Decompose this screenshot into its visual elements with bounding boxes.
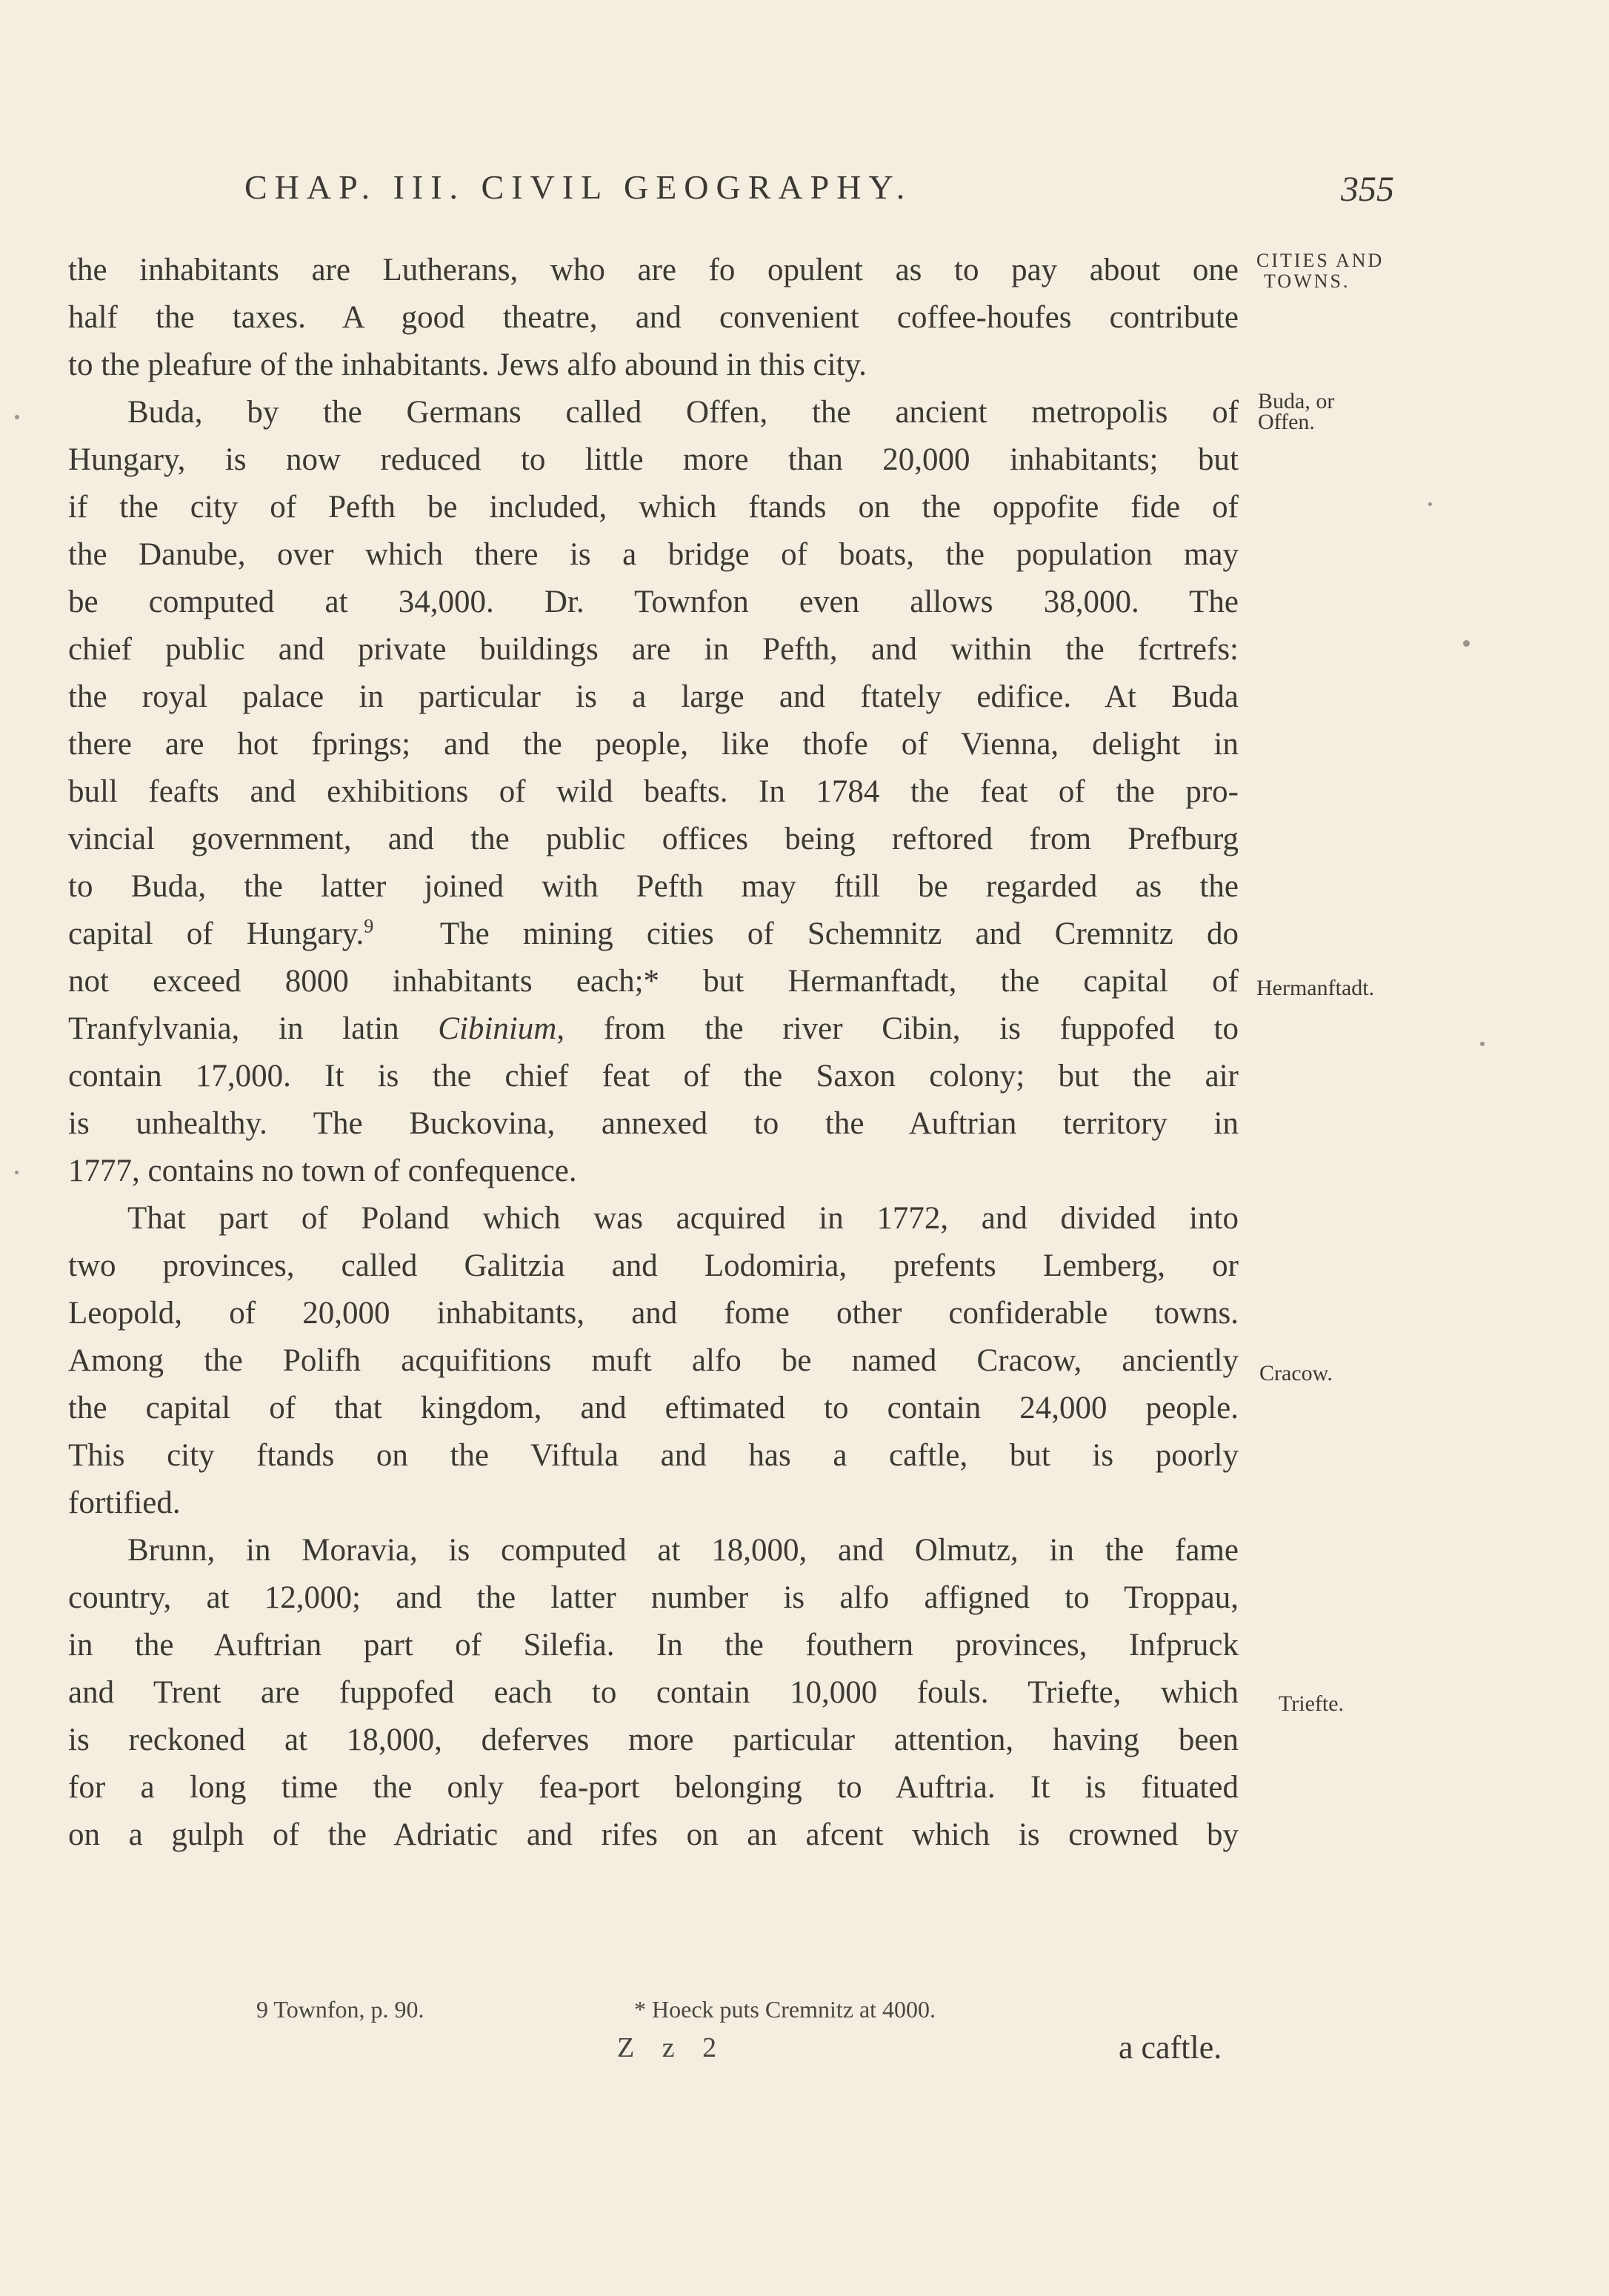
text-line: be computed at 34,000. Dr. Townfon even allows 38,000. The	[68, 585, 1239, 619]
margin-note-cities	[1256, 250, 1384, 292]
paper-speck	[1428, 502, 1432, 506]
paper-speck	[15, 1171, 19, 1174]
text-line: vincial government, and the public offices being reftored from Prefburg	[68, 822, 1239, 856]
signature-mark: Z z 2	[617, 2032, 727, 2063]
text-line: bull feafts and exhibitions of wild beafts. In 1784 the feat of the pro-	[68, 774, 1239, 809]
margin-note-cracow: Cracow.	[1259, 1361, 1333, 1385]
text-line: the Danube, over which there is a bridge of boats, the population may	[68, 537, 1239, 572]
text-line: for a long time the only fea-port belonging to Auftria. It is fituated	[68, 1770, 1239, 1805]
text-line: This city ftands on the Viftula and has a caftle, but is poorly	[68, 1438, 1239, 1473]
text-run: Tranfylvania, in latin	[68, 1011, 439, 1046]
page-number: 355	[1341, 170, 1394, 209]
text-line	[68, 911, 1239, 958]
text-line: the capital of that kingdom, and eftimated to contain 24,000 people.	[68, 1391, 1239, 1425]
footnotes	[256, 1996, 936, 2023]
text-run: , from the river Cibin, is fuppofed to	[556, 1011, 1239, 1046]
text-line: 1777, contains no town of confequence.	[68, 1154, 577, 1188]
paper-speck	[1463, 640, 1470, 647]
text-line: the royal palace in particular is a large and ftately edifice. At Buda	[68, 679, 1239, 714]
catchword: a caftle.	[1119, 2029, 1222, 2066]
text-run: The mining cities of Schemnitz and Cremnitz do	[439, 916, 1239, 951]
footnote-hoeck: * Hoeck puts Cremnitz at 4000.	[634, 1996, 936, 2023]
text-line: is unhealthy. The Buckovina, annexed to the Auftrian territory in	[68, 1106, 1239, 1141]
paper-speck	[1480, 1042, 1485, 1046]
text-line: half the taxes. A good theatre, and convenient coffee-houfes contribute	[68, 300, 1239, 335]
footnote-ref: 9	[364, 915, 374, 937]
text-line: two provinces, called Galitzia and Lodomiria, prefents Lemberg, or	[68, 1248, 1239, 1283]
margin-note-line: Offen.	[1258, 410, 1315, 434]
text-line: Hungary, is now reduced to little more than 20,000 inhabitants; but	[68, 442, 1239, 477]
text-line: there are hot fprings; and the people, like thofe of Vienna, delight in	[68, 727, 1239, 762]
text-line: Leopold, of 20,000 inhabitants, and fome other confiderable towns.	[68, 1296, 1239, 1331]
text-line: chief public and private buildings are in Pefth, and within the fcrtrefs:	[68, 632, 1239, 667]
text-run: capital of Hungary.	[68, 916, 364, 951]
margin-note-line: Buda, or	[1258, 389, 1335, 413]
margin-note-line: TOWNS.	[1264, 270, 1350, 292]
text-line: to Buda, the latter joined with Pefth may ftill be regarded as the	[68, 869, 1239, 904]
margin-note-hermanstadt: Hermanftadt.	[1256, 976, 1375, 1000]
text-line: Buda, by the Germans called Offen, the ancient metropolis of	[127, 395, 1239, 430]
text-line	[68, 1005, 1239, 1053]
text-line: not exceed 8000 inhabitants each;* but Hermanftadt, the capital of	[68, 964, 1239, 999]
text-line: in the Auftrian part of Silefia. In the fouthern provinces, Infpruck	[68, 1628, 1239, 1663]
text-line: the inhabitants are Lutherans, who are fo opulent as to pay about one	[68, 253, 1239, 287]
text-line: is reckoned at 18,000, deferves more particular attention, having been	[68, 1723, 1239, 1757]
text-line: and Trent are fuppofed each to contain 10,000 fouls. Triefte, which	[68, 1675, 1239, 1710]
text-line: Brunn, in Moravia, is computed at 18,000, and Olmutz, in the fame	[127, 1533, 1239, 1568]
text-line: Among the Polifh acquifitions muft alfo be named Cracow, anciently	[68, 1343, 1239, 1378]
footnote-townson: 9 Townfon, p. 90.	[256, 1996, 424, 2023]
body-text	[68, 247, 1239, 1859]
text-line: country, at 12,000; and the latter number is alfo affigned to Troppau,	[68, 1580, 1239, 1615]
italic-term: Cibinium	[438, 1011, 557, 1046]
text-line: contain 17,000. It is the chief feat of the Saxon colony; but the air	[68, 1059, 1239, 1094]
text-line: That part of Poland which was acquired in 1772, and divided into	[127, 1201, 1239, 1236]
margin-note-trieste: Triefte.	[1279, 1691, 1345, 1716]
text-line: fortified.	[68, 1485, 181, 1520]
margin-note-line: CITIES AND	[1256, 250, 1385, 271]
paper-speck	[15, 415, 19, 419]
text-line: to the pleafure of the inhabitants. Jews alfo abound in this city.	[68, 347, 867, 382]
margin-note-buda	[1258, 391, 1334, 433]
text-line: on a gulph of the Adriatic and rifes on an afcent which is crowned by	[68, 1817, 1239, 1852]
text-line: if the city of Pefth be included, which ftands on the oppofite fide of	[68, 490, 1239, 525]
running-head: CHAP. III. CIVIL GEOGRAPHY.	[244, 168, 913, 206]
